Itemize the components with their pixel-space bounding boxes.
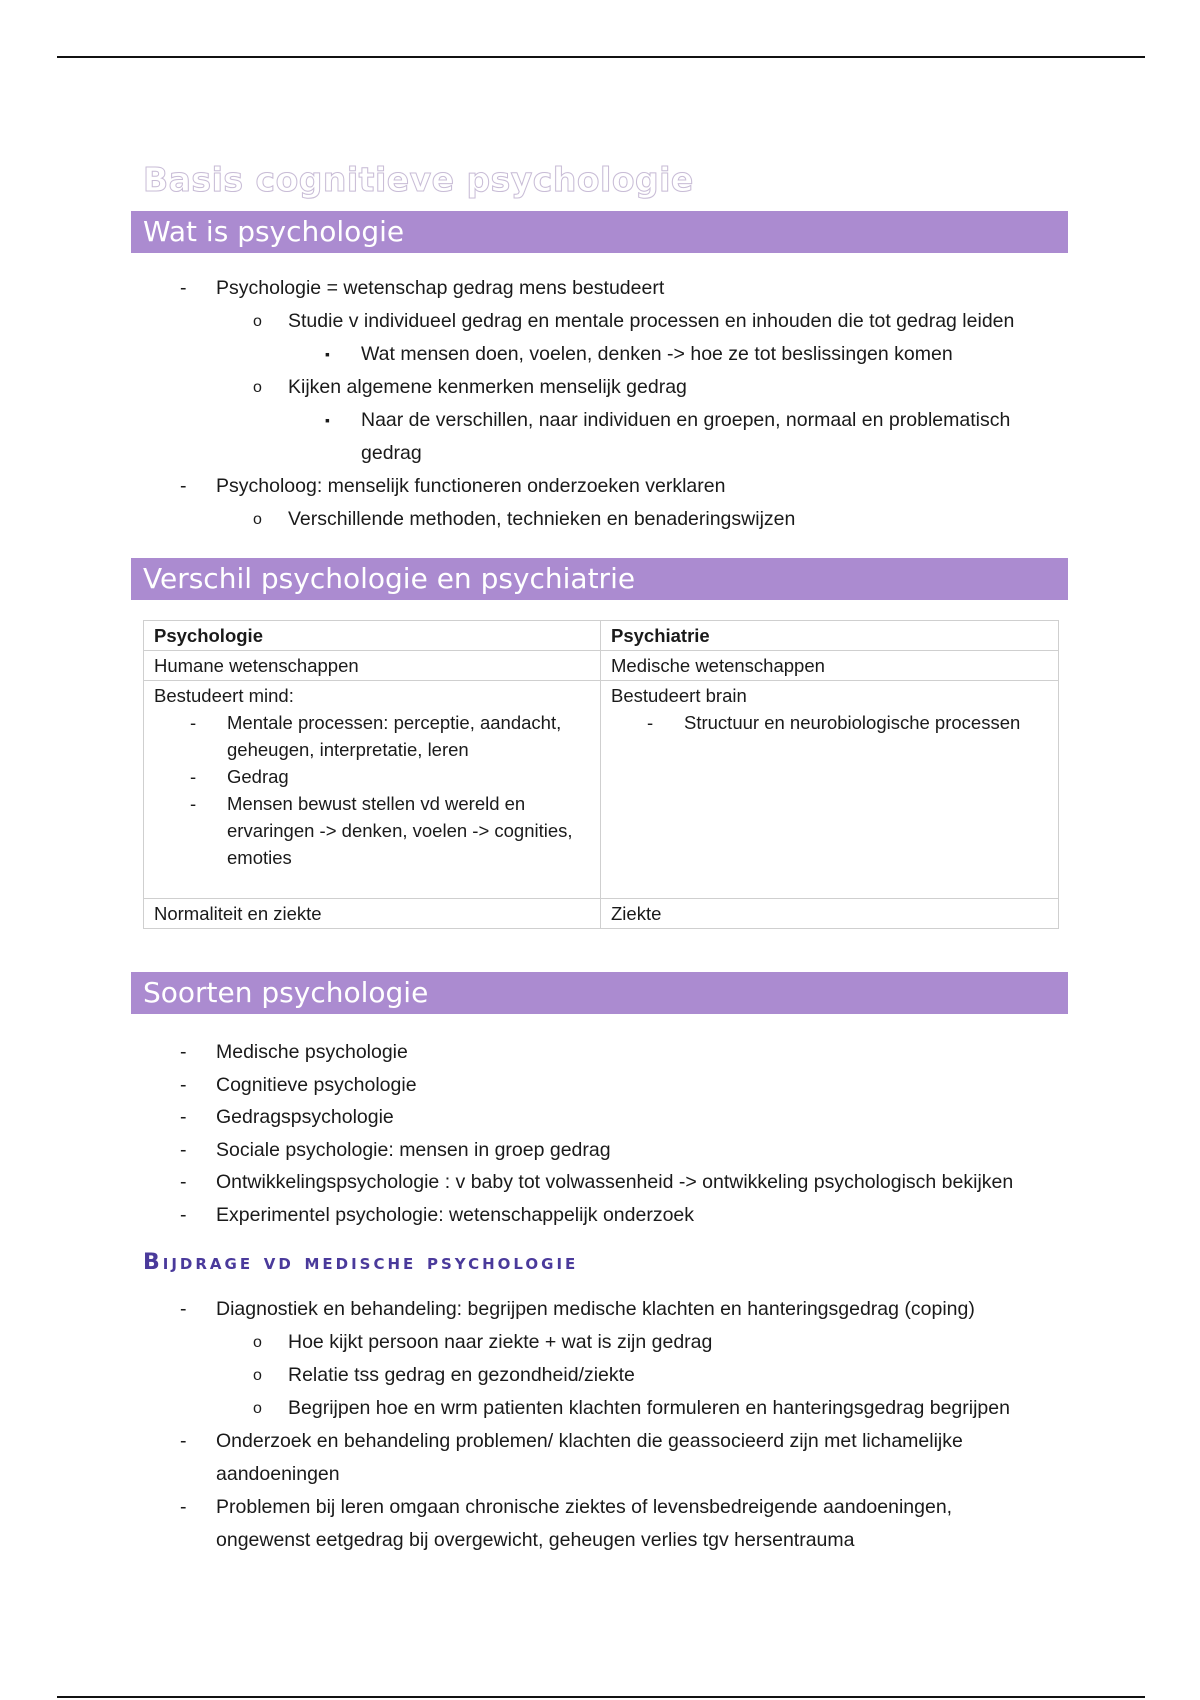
table-row bbox=[144, 681, 1059, 899]
circle-bullet: o bbox=[253, 313, 262, 330]
circle-bullet: o bbox=[253, 379, 262, 396]
list-item: - Gedragspsychologie bbox=[0, 1101, 1200, 1134]
dash-bullet: - bbox=[647, 712, 654, 733]
dash-bullet: - bbox=[180, 1073, 187, 1096]
table-cell: Ziekte bbox=[601, 899, 1059, 929]
table-cell bbox=[601, 681, 1059, 899]
comparison-table bbox=[143, 620, 1059, 929]
list-item: - Mensen bewust stellen vd wereld en ervaringen -> denken, voelen -> cognities, emoties bbox=[154, 790, 590, 871]
list-item: - Medische psychologie bbox=[0, 1036, 1200, 1069]
dash-bullet: - bbox=[180, 277, 187, 299]
list-item: - Experimentel psychologie: wetenschappelijk onderzoek bbox=[0, 1199, 1200, 1232]
section-heading-verschil: Verschil psychologie en psychiatrie bbox=[131, 558, 1068, 600]
table-row bbox=[144, 899, 1059, 929]
table-row bbox=[144, 621, 1059, 651]
section-heading-wat-is-psychologie: Wat is psychologie bbox=[131, 211, 1068, 253]
circle-bullet: o bbox=[253, 1367, 262, 1384]
cell-title: Bestudeert brain bbox=[611, 685, 747, 706]
table-cell: Humane wetenschappen bbox=[144, 651, 601, 681]
table-cell: Medische wetenschappen bbox=[601, 651, 1059, 681]
cell-title: Bestudeert mind: bbox=[154, 685, 294, 706]
circle-bullet: o bbox=[253, 1400, 262, 1417]
dash-bullet: - bbox=[180, 1106, 187, 1128]
list-item: o Studie v individueel gedrag en mentale processen en inhouden die tot gedrag leiden bbox=[0, 305, 1200, 338]
table-row bbox=[144, 651, 1059, 681]
dash-bullet: - bbox=[180, 475, 187, 497]
list-item: - Problemen bij leren omgaan chronische ziektes of levensbedreigende aandoeningen, ongewenst eetgedrag bij overgewicht, geheugen verlies tgv hersentrauma bbox=[0, 1491, 996, 1557]
soorten-psychologie-list bbox=[0, 1036, 1200, 1231]
table-cell: Normaliteit en ziekte bbox=[144, 899, 601, 929]
dash-bullet: - bbox=[180, 1496, 187, 1518]
square-bullet: ▪ bbox=[325, 412, 330, 428]
wat-is-psychologie-list bbox=[0, 272, 1200, 536]
circle-bullet: o bbox=[253, 511, 262, 528]
dash-bullet: - bbox=[180, 1203, 187, 1226]
dash-bullet: - bbox=[190, 793, 197, 814]
dash-bullet: - bbox=[180, 1430, 187, 1452]
circle-bullet: o bbox=[253, 1334, 262, 1351]
list-item: ▪ Wat mensen doen, voelen, denken -> hoe ze tot beslissingen komen bbox=[0, 338, 1200, 371]
list-item: - Structuur en neurobiologische processen bbox=[611, 709, 1048, 736]
list-item: - Psychologie = wetenschap gedrag mens bestudeert bbox=[0, 272, 1200, 305]
list-item: - Sociale psychologie: mensen in groep gedrag bbox=[0, 1134, 1200, 1167]
list-item: o Verschillende methoden, technieken en benaderingswijzen bbox=[0, 503, 1200, 536]
table-cell bbox=[144, 681, 601, 899]
dash-bullet: - bbox=[180, 1171, 187, 1193]
dash-bullet: - bbox=[190, 766, 197, 787]
list-item: - Mentale processen: perceptie, aandacht, geheugen, interpretatie, leren bbox=[154, 709, 590, 763]
dash-bullet: - bbox=[180, 1041, 187, 1063]
list-item: o Hoe kijkt persoon naar ziekte + wat is zijn gedrag bbox=[0, 1326, 1200, 1359]
list-item: o Relatie tss gedrag en gezondheid/ziekte bbox=[0, 1359, 1200, 1392]
document-title: Basis cognitieve psychologie bbox=[143, 160, 694, 199]
list-item: - Gedrag bbox=[154, 763, 590, 790]
list-item: o Begrijpen hoe en wrm patienten klachten formuleren en hanteringsgedrag begrijpen bbox=[0, 1392, 1200, 1425]
list-item: - Cognitieve psychologie bbox=[0, 1069, 1200, 1102]
list-item: - Ontwikkelingspsychologie : v baby tot volwassenheid -> ontwikkeling psychologisch bekijken bbox=[0, 1166, 1200, 1199]
column-header-psychologie: Psychologie bbox=[144, 621, 601, 651]
subsection-heading-bijdrage: Bijdrage vd medische psychologie bbox=[143, 1250, 579, 1275]
list-item: - Diagnostiek en behandeling: begrijpen medische klachten en hanteringsgedrag (coping) bbox=[0, 1293, 1200, 1326]
list-item: - Psycholoog: menselijk functioneren onderzoeken verklaren bbox=[0, 470, 1200, 503]
page-top-rule bbox=[57, 56, 1145, 58]
page-bottom-rule bbox=[57, 1696, 1145, 1698]
bijdrage-list bbox=[0, 1293, 1200, 1557]
list-item: o Kijken algemene kenmerken menselijk gedrag bbox=[0, 371, 1200, 404]
column-header-psychiatrie: Psychiatrie bbox=[601, 621, 1059, 651]
section-heading-soorten: Soorten psychologie bbox=[131, 972, 1068, 1014]
square-bullet: ▪ bbox=[325, 346, 330, 362]
list-item: - Onderzoek en behandeling problemen/ klachten die geassocieerd zijn met lichamelijke aandoeningen bbox=[0, 1425, 996, 1491]
dash-bullet: - bbox=[180, 1138, 187, 1161]
dash-bullet: - bbox=[190, 712, 197, 733]
list-item: ▪ Naar de verschillen, naar individuen en groepen, normaal en problematisch gedrag bbox=[0, 404, 1061, 470]
dash-bullet: - bbox=[180, 1298, 187, 1320]
